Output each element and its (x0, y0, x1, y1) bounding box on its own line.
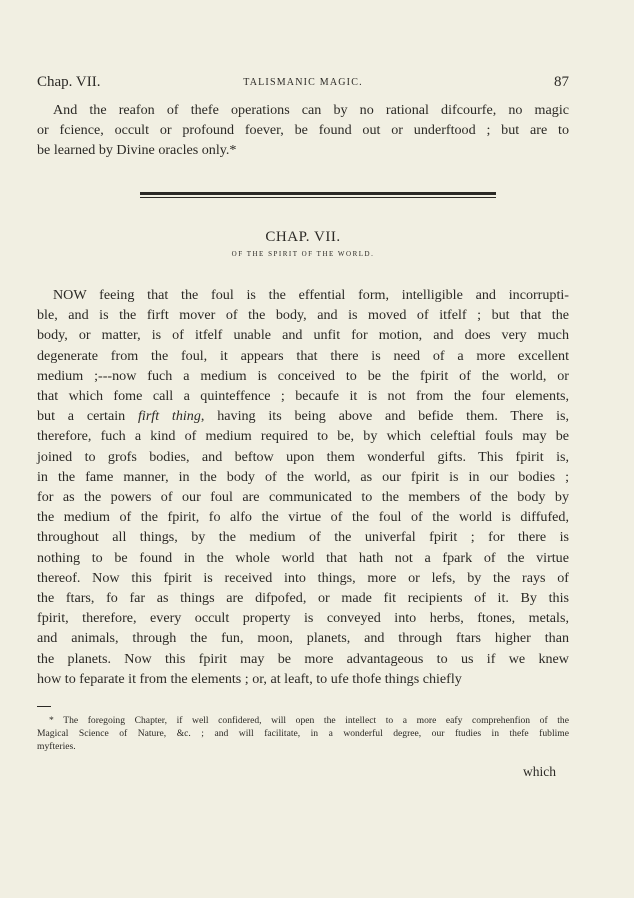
text-line: that which fome call a quinteffence ; becaufe it is not from the four elements, (37, 388, 569, 405)
text-line: throughout all things, by the medium of the univerfal fpirit ; for there is (37, 529, 569, 546)
text-line: in the fame manner, in the body of the world, as our fpirit is in our bodies ; (37, 468, 569, 485)
text-line: the ftars, fo far as things are difpofed, or made fit recipients of it. By this (37, 590, 569, 607)
text-line: NOW feeing that the foul is the effential form, intelligible and incorrupti- (53, 287, 569, 303)
footnote-rule (37, 706, 51, 707)
text-line: and animals, through the fun, moon, planets, and through ftars higher than (37, 630, 569, 647)
text-line: or fcience, occult or profound foever, be found out or underftood ; but are to (37, 122, 569, 139)
running-title: TALISMANIC MAGIC. (243, 77, 363, 88)
chapter-title: CHAP. VII. (265, 229, 341, 245)
footnote-line: * The foregoing Chapter, if well confidered, will open the intellect to a more eafy comprehenfion of the (49, 715, 569, 726)
footnote-line: myfteries. (37, 741, 76, 752)
footnote (37, 714, 569, 753)
text-line: ble, and is the firft mover of the body, and is moved of itfelf ; but that the (37, 307, 569, 324)
text-line: degenerate from the foul, it appears that there is need of a more excellent (37, 347, 569, 364)
chapter-subtitle: OF THE SPIRIT OF THE WORLD. (231, 250, 375, 258)
text-line: nothing to be found in the whole world that hath not a fpark of the virtue (37, 549, 569, 566)
text-line: therefore, fuch a kind of medium required to be, by which celeftial fouls may be (37, 428, 569, 445)
text-line: for as the powers of our foul are communicated to the members of the body by (37, 489, 569, 506)
text-line: the planets. Now this fpirit may be more advantageous to us if we knew (37, 650, 569, 667)
text-line: body, or matter, is of itfelf unable and unfit for motion, and does very much (37, 327, 569, 344)
intro-paragraph (37, 100, 569, 161)
text-line: but a certain firft thing, having its being above and befide them. There is, (37, 408, 569, 425)
chapter-divider-rule (140, 192, 496, 200)
text-line: joined to grofs bodies, and beftow upon them wonderful gifts. This fpirit is, (37, 448, 569, 465)
text-line: how to feparate it from the elements ; or, at leaft, to ufe thofe things chiefly (37, 670, 462, 687)
page-header (37, 74, 569, 94)
chapter-body-paragraph (37, 285, 569, 689)
text-line: fpirit, therefore, every occult property is conveyed into herbs, ftones, metals, (37, 610, 569, 627)
footnote-line: Magical Science of Nature, &c. ; and will facilitate, in a wonderful degree, our ftudies in thefe fublime (37, 728, 569, 739)
text-line: medium ;---now fuch a medium is conceived to be the fpirit of the world, or (37, 367, 569, 384)
page-number: 87 (554, 74, 569, 90)
chapter-label: Chap. VII. (37, 74, 101, 90)
text-line: the medium of the fpirit, fo alfo the virtue of the foul of the world is diffufed, (37, 509, 569, 526)
text-line: And the reafon of thefe operations can by no rational difcourfe, no magic (53, 102, 569, 118)
text-line: thereof. Now this fpirit is received into things, more or lefs, by the rays of (37, 569, 569, 586)
catchword: which (523, 764, 556, 779)
text-line: be learned by Divine oracles only.* (37, 142, 237, 159)
